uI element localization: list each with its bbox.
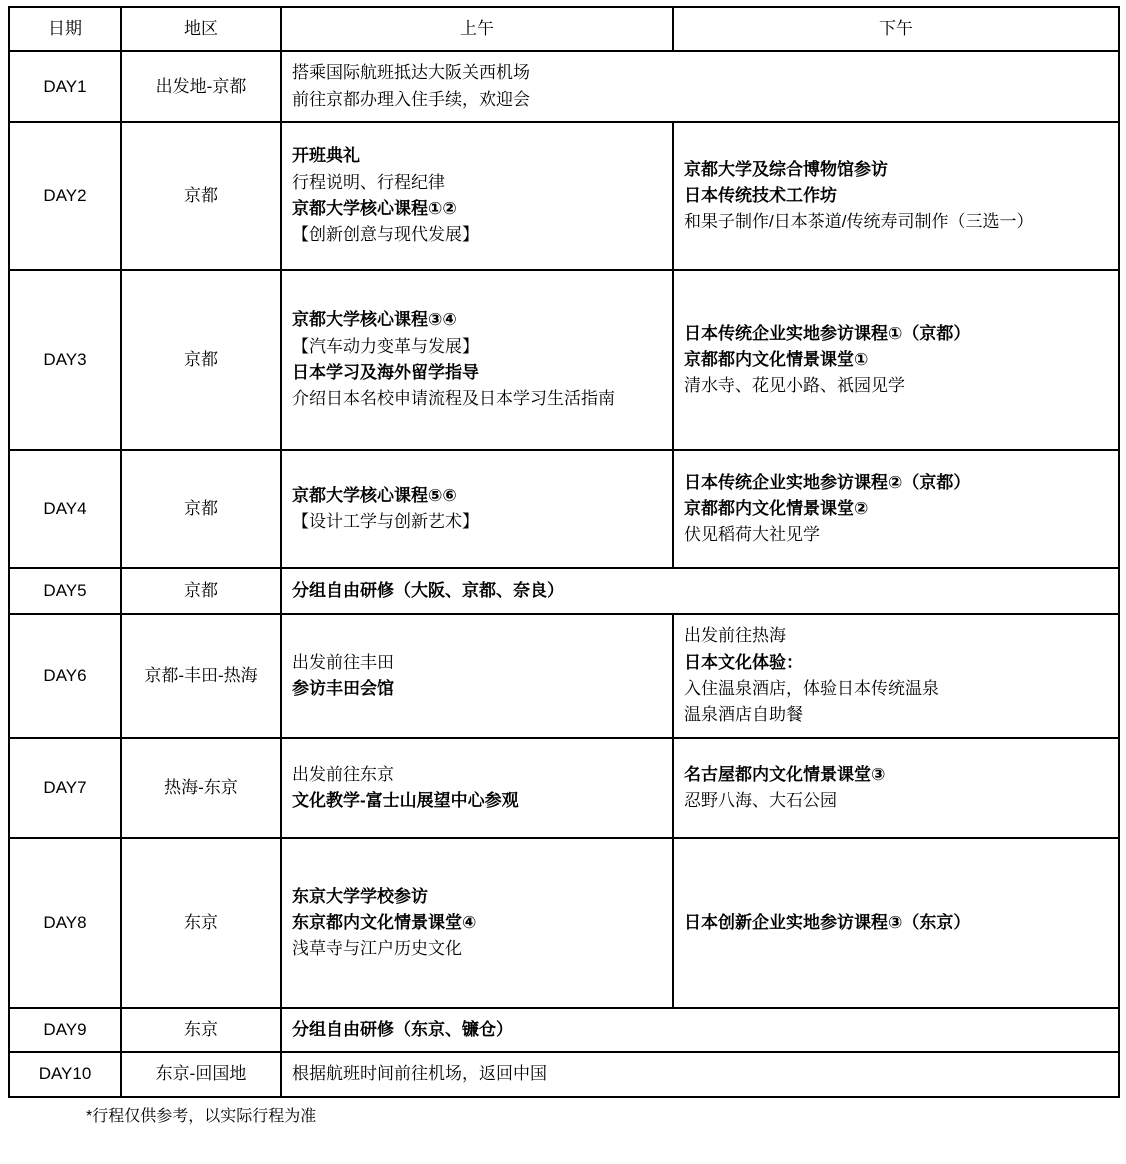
cell-date: DAY5 bbox=[9, 568, 121, 614]
cell-line: 日本学习及海外留学指导 bbox=[292, 363, 479, 383]
cell-region: 东京-回国地 bbox=[121, 1052, 281, 1096]
table-row bbox=[9, 738, 1119, 838]
cell-schedule-full bbox=[281, 51, 1119, 122]
table-header bbox=[9, 7, 1119, 51]
cell-line: 东京大学学校参访 bbox=[292, 886, 428, 906]
cell-line: 和果子制作/日本茶道/传统寿司制作（三选一） bbox=[684, 212, 1034, 232]
cell-date: DAY4 bbox=[9, 450, 121, 568]
cell-line: 日本传统企业实地参访课程①（京都） bbox=[684, 323, 971, 343]
table-row bbox=[9, 1052, 1119, 1096]
cell-region: 东京 bbox=[121, 838, 281, 1008]
cell-line: 日本文化体验： bbox=[684, 652, 803, 672]
table-row bbox=[9, 614, 1119, 738]
column-header-region: 地区 bbox=[121, 7, 281, 51]
cell-morning bbox=[281, 122, 673, 270]
cell-schedule-full bbox=[281, 568, 1119, 614]
cell-line: 行程说明、行程纪律 bbox=[292, 172, 445, 192]
cell-region: 京都 bbox=[121, 568, 281, 614]
cell-line: 【创新创意与现代发展】 bbox=[292, 225, 479, 245]
cell-morning bbox=[281, 450, 673, 568]
cell-region: 京都 bbox=[121, 122, 281, 270]
cell-region: 京都-丰田-热海 bbox=[121, 614, 281, 738]
table-row bbox=[9, 51, 1119, 122]
cell-schedule-full bbox=[281, 1008, 1119, 1052]
table-body bbox=[9, 51, 1119, 1096]
table-header-row bbox=[9, 7, 1119, 51]
cell-line: 开班典礼 bbox=[292, 146, 360, 166]
cell-line: 文化教学-富士山展望中心参观 bbox=[292, 791, 519, 811]
cell-line: 根据航班时间前往机场，返回中国 bbox=[292, 1064, 547, 1084]
cell-line: 京都大学核心课程⑤⑥ bbox=[292, 485, 457, 505]
table-row bbox=[9, 270, 1119, 450]
cell-line: 日本创新企业实地参访课程③（东京） bbox=[684, 912, 971, 932]
cell-morning bbox=[281, 270, 673, 450]
cell-line: 名古屋都内文化情景课堂③ bbox=[684, 764, 886, 784]
table-row bbox=[9, 450, 1119, 568]
cell-afternoon bbox=[673, 838, 1119, 1008]
cell-region: 热海-东京 bbox=[121, 738, 281, 838]
cell-schedule-full bbox=[281, 1052, 1119, 1096]
cell-line: 出发前往东京 bbox=[292, 764, 394, 784]
cell-line: 参访丰田会馆 bbox=[292, 679, 394, 699]
cell-line: 介绍日本名校申请流程及日本学习生活指南 bbox=[292, 389, 615, 409]
column-header-morning: 上午 bbox=[281, 7, 673, 51]
footnote: *行程仅供参考，以实际行程为准 bbox=[86, 1107, 317, 1125]
cell-date: DAY3 bbox=[9, 270, 121, 450]
cell-afternoon bbox=[673, 450, 1119, 568]
cell-afternoon bbox=[673, 614, 1119, 738]
cell-line: 入住温泉酒店，体验日本传统温泉 bbox=[684, 679, 939, 699]
cell-line: 【设计工学与创新艺术】 bbox=[292, 512, 479, 532]
cell-date: DAY9 bbox=[9, 1008, 121, 1052]
cell-line: 京都大学核心课程①② bbox=[292, 199, 457, 219]
cell-date: DAY8 bbox=[9, 838, 121, 1008]
cell-morning bbox=[281, 738, 673, 838]
cell-afternoon bbox=[673, 270, 1119, 450]
cell-line: 【汽车动力变革与发展】 bbox=[292, 336, 479, 356]
cell-region: 东京 bbox=[121, 1008, 281, 1052]
table-row bbox=[9, 568, 1119, 614]
cell-line: 东京都内文化情景课堂④ bbox=[292, 912, 477, 932]
cell-date: DAY10 bbox=[9, 1052, 121, 1096]
cell-line: 出发前往热海 bbox=[684, 626, 786, 646]
cell-date: DAY2 bbox=[9, 122, 121, 270]
cell-line: 温泉酒店自助餐 bbox=[684, 705, 803, 725]
cell-line: 忍野八海、大石公园 bbox=[684, 791, 837, 811]
cell-line: 分组自由研修（大阪、京都、奈良） bbox=[292, 580, 564, 600]
cell-date: DAY7 bbox=[9, 738, 121, 838]
cell-region: 京都 bbox=[121, 450, 281, 568]
cell-date: DAY6 bbox=[9, 614, 121, 738]
table-row bbox=[9, 838, 1119, 1008]
cell-line: 京都大学及综合博物馆参访 bbox=[684, 159, 888, 179]
itinerary-table bbox=[8, 6, 1120, 1098]
column-header-afternoon: 下午 bbox=[673, 7, 1119, 51]
cell-line: 日本传统企业实地参访课程②（京都） bbox=[684, 472, 971, 492]
cell-line: 出发前往丰田 bbox=[292, 652, 394, 672]
cell-line: 前往京都办理入住手续，欢迎会 bbox=[292, 89, 530, 109]
cell-region: 京都 bbox=[121, 270, 281, 450]
table-row bbox=[9, 1008, 1119, 1052]
cell-date: DAY1 bbox=[9, 51, 121, 122]
table-row bbox=[9, 122, 1119, 270]
cell-line: 京都大学核心课程③④ bbox=[292, 310, 457, 330]
cell-afternoon bbox=[673, 738, 1119, 838]
cell-region: 出发地-京都 bbox=[121, 51, 281, 122]
cell-line: 搭乘国际航班抵达大阪关西机场 bbox=[292, 63, 530, 83]
cell-line: 京都都内文化情景课堂② bbox=[684, 498, 869, 518]
cell-afternoon bbox=[673, 122, 1119, 270]
cell-line: 分组自由研修（东京、镰仓） bbox=[292, 1020, 513, 1040]
cell-morning bbox=[281, 838, 673, 1008]
cell-line: 日本传统技术工作坊 bbox=[684, 185, 837, 205]
cell-line: 浅草寺与江户历史文化 bbox=[292, 939, 462, 959]
cell-line: 清水寺、花见小路、祇园见学 bbox=[684, 376, 905, 396]
column-header-date: 日期 bbox=[9, 7, 121, 51]
cell-morning bbox=[281, 614, 673, 738]
cell-line: 京都都内文化情景课堂① bbox=[684, 349, 869, 369]
cell-line: 伏见稻荷大社见学 bbox=[684, 525, 820, 545]
